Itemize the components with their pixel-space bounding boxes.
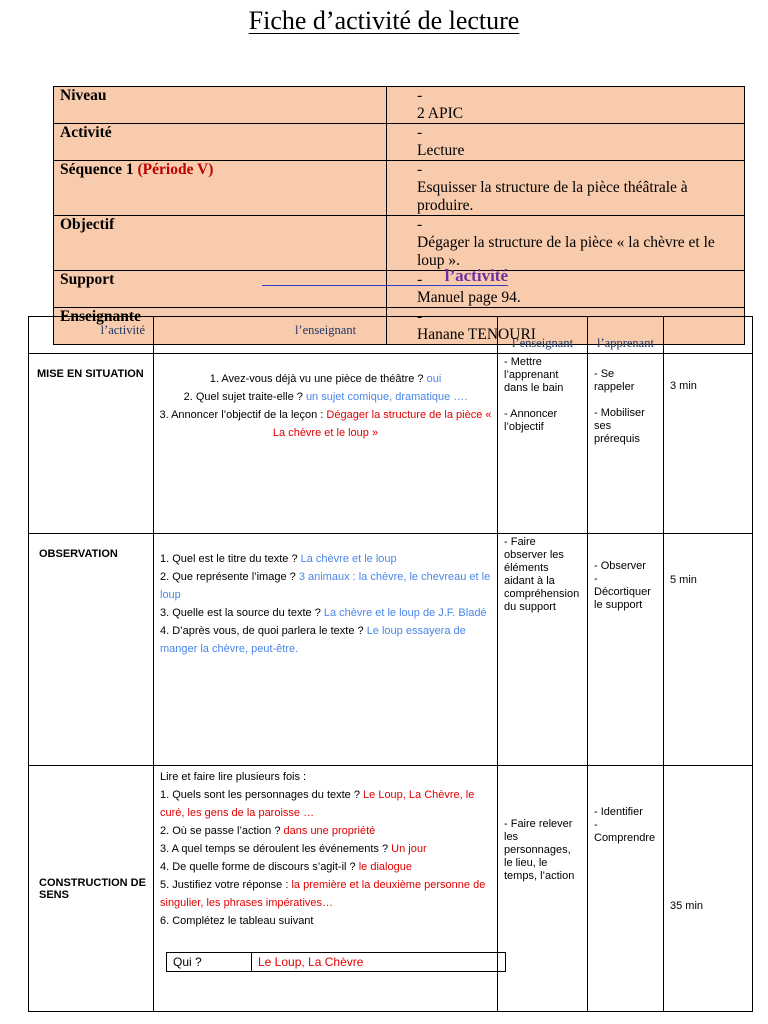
phase-observation: OBSERVATION <box>29 534 154 766</box>
table-row-observation <box>29 534 753 766</box>
teacher-mise-en-situation: 1. Avez-vous déjà vu une pièce de théâtre ? oui 2. Quel sujet traite-elle ? un sujet comique, dramatique …. 3. Annoncer l’objectif de la leçon : Dégager la structure de la pièce « La chèvre et le loup » <box>154 354 498 534</box>
sequence-value: -Esquisser la structure de la pièce théâtrale à produire. <box>387 161 745 216</box>
header-activite: l’activité <box>29 317 154 354</box>
info-table <box>53 86 745 345</box>
duration-construction: 35 min <box>664 766 753 1012</box>
table-row-construction <box>29 766 753 1012</box>
table-header-row <box>29 317 753 354</box>
teacher-role-observation: - Faire observer les éléments aidant à la compréhension du support <box>498 534 588 766</box>
support-label: Support <box>54 271 387 308</box>
periode-label: (Période V) <box>137 161 214 178</box>
teacher-observation: 1. Quel est le titre du texte ? La chèvre et le loup 2. Que représente l’image ? 3 animaux : la chèvre, le chevreau et le loup 3. Quelle est la source du texte ? La chèvre et le loup de J.F. Bladé 4. D’après vous, de quoi parlera le texte ? Le loup essayera de manger la chèvre, peut-être. <box>154 534 498 766</box>
header-duree <box>664 317 753 354</box>
sequence-label: Séquence 1 (Période V) <box>54 161 387 216</box>
learner-role-observation: - Observer - Décortiquer le support <box>588 534 664 766</box>
learner-role-mise: - Se rappeler - Mobiliser ses prérequis <box>588 354 664 534</box>
page-title: Fiche d’activité de lecture <box>248 6 520 35</box>
duration-mise: 3 min <box>664 354 753 534</box>
learner-role-construction: - Identifier - Comprendre <box>588 766 664 1012</box>
phase-construction: CONSTRUCTION DE SENS <box>29 766 154 1012</box>
inner-label-qui: Qui ? <box>167 953 252 972</box>
niveau-value: -2 APIC <box>387 87 745 124</box>
lesson-table <box>28 316 753 1012</box>
objectif-label: Objectif <box>54 216 387 271</box>
header-apprenant: l’apprenant <box>588 317 664 354</box>
inner-table <box>166 952 506 972</box>
teacher-construction: Lire et faire lire plusieurs fois : 1. Quels sont les personnages du texte ? Le Loup, La Chèvre, le curé, les gens de la paroisse … 2. Où se passe l’action ? dans une propriété 3. A quel temps se déroulent les événements ? Un jour 4. De quelle forme de discours s’agit-il ? le dialogue 5. Justifiez votre réponse : la première et la deuxième personne de singulier, les phrases impératives… 6. Complétez le tableau suivant Qui ? Le Loup, La Chèvre <box>154 766 498 1012</box>
phase-mise-en-situation: MISE EN SITUATION <box>29 354 154 534</box>
enseignante-value: -Hanane TENOURI <box>387 308 745 345</box>
inner-value-qui: Le Loup, La Chèvre <box>252 953 506 972</box>
niveau-label: Niveau <box>54 87 387 124</box>
activite-label: Activité <box>54 124 387 161</box>
activity-subtitle: l’activité <box>262 266 508 286</box>
header-enseignant-role: l’enseignant <box>498 317 588 354</box>
support-value: -Manuel page 94. <box>387 271 745 308</box>
enseignante-label: Enseignante <box>54 308 387 345</box>
teacher-role-mise: - Mettre l’apprenant dans le bain - Annoncer l’objectif <box>498 354 588 534</box>
table-row-mise-en-situation <box>29 354 753 534</box>
duration-observation: 5 min <box>664 534 753 766</box>
teacher-role-construction: - Faire relever les personnages, le lieu, le temps, l’action <box>498 766 588 1012</box>
header-enseignant: l’enseignant <box>154 317 498 354</box>
objectif-value: -Dégager la structure de la pièce « la chèvre et le loup ». <box>387 216 745 271</box>
activite-value: -Lecture <box>387 124 745 161</box>
